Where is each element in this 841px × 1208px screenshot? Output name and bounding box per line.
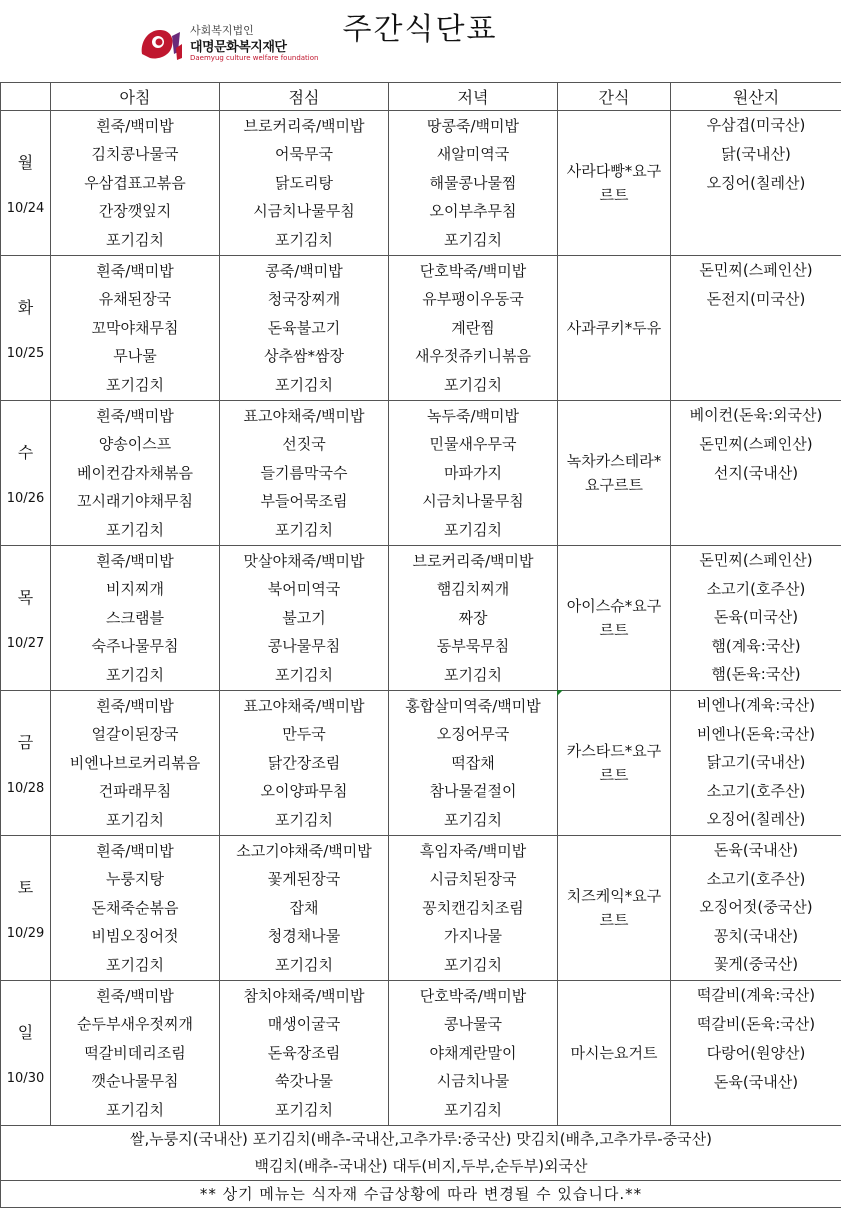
org-name: 대명문화복지재단 <box>190 36 286 55</box>
menu-item: 흰죽/백미밥 <box>51 982 219 1011</box>
origin-item: 돈민찌(스페인산) <box>671 256 841 285</box>
menu-item: 포기김치 <box>389 1096 557 1125</box>
snack-cell <box>558 111 671 256</box>
menu-item: 비지찌개 <box>51 575 219 604</box>
day-name: 토 <box>1 875 50 898</box>
day-name: 일 <box>1 1020 50 1043</box>
menu-item: 얼갈이된장국 <box>51 720 219 749</box>
day-name: 수 <box>1 440 50 463</box>
menu-item: 포기김치 <box>51 806 219 835</box>
menu-item: 꼬시래기야채무침 <box>51 487 219 516</box>
day-cell <box>1 546 51 691</box>
menu-item: 흰죽/백미밥 <box>51 402 219 431</box>
menu-item: 콩나물무침 <box>220 632 388 661</box>
origin-item: 돈전지(미국산) <box>671 285 841 314</box>
dinner-cell <box>389 256 558 401</box>
breakfast-list <box>51 547 219 690</box>
menu-item: 브로커리죽/백미밥 <box>220 112 388 141</box>
day-name: 금 <box>1 730 50 753</box>
menu-item: 포기김치 <box>220 806 388 835</box>
snack-text: 마시는요거트 <box>558 1041 670 1065</box>
menu-item: 만두국 <box>220 720 388 749</box>
footer-note: ** 상기 메뉴는 식자재 수급상황에 따라 변경될 수 있습니다.** <box>1 1181 841 1208</box>
menu-body <box>1 111 841 1126</box>
footer-note-row <box>1 1181 841 1208</box>
menu-item: 돈채죽순볶음 <box>51 894 219 923</box>
snack-text: 아이스슈*요구르트 <box>558 594 670 642</box>
footer-line-2: 백김치(배추-국내산) 대두(비지,두부,순두부)외국산 <box>1 1153 841 1180</box>
snack-text: 치즈케익*요구르트 <box>558 884 670 932</box>
menu-item: 상추쌈*쌈장 <box>220 342 388 371</box>
origin-item: 비엔나(돈육:국산) <box>671 720 841 749</box>
menu-item: 해물콩나물찜 <box>389 169 557 198</box>
menu-item: 잡채 <box>220 894 388 923</box>
menu-item: 포기김치 <box>51 661 219 690</box>
menu-item: 오이양파무침 <box>220 777 388 806</box>
origin-item: 꽃게(중국산) <box>671 950 841 979</box>
lunch-list <box>220 112 388 255</box>
origin-item: 오징어젓(중국산) <box>671 893 841 922</box>
dinner-cell <box>389 401 558 546</box>
origin-item: 돈육(국내산) <box>671 836 841 865</box>
menu-item: 포기김치 <box>220 1096 388 1125</box>
dinner-list <box>389 257 557 400</box>
snack-cell <box>558 546 671 691</box>
origin-item: 다랑어(원양산) <box>671 1039 841 1068</box>
menu-item: 돈육불고기 <box>220 314 388 343</box>
menu-item: 땅콩죽/백미밥 <box>389 112 557 141</box>
menu-item: 북어미역국 <box>220 575 388 604</box>
origin-cell <box>671 836 841 981</box>
col-header-snack: 간식 <box>558 83 671 111</box>
col-header-origin: 원산지 <box>671 83 841 111</box>
day-cell <box>1 111 51 256</box>
day-row <box>1 401 841 546</box>
day-date: 10/24 <box>1 201 50 216</box>
dinner-list <box>389 112 557 255</box>
menu-item: 떡잡채 <box>389 749 557 778</box>
menu-item: 포기김치 <box>220 516 388 545</box>
menu-item: 어묵무국 <box>220 140 388 169</box>
menu-item: 새우젓쥬키니볶음 <box>389 342 557 371</box>
day-date: 10/28 <box>1 781 50 796</box>
foundation-logo <box>138 20 298 66</box>
origin-list <box>671 691 841 834</box>
snack-cell <box>558 401 671 546</box>
breakfast-cell <box>51 401 220 546</box>
footer-origin-row <box>1 1126 841 1181</box>
origin-item: 돈육(국내산) <box>671 1068 841 1097</box>
breakfast-cell <box>51 546 220 691</box>
menu-item: 꽃게된장국 <box>220 865 388 894</box>
org-type-label: 사회복지법인 <box>190 22 254 38</box>
day-date: 10/29 <box>1 926 50 941</box>
snack-text: 카스타드*요구르트 <box>558 739 670 787</box>
day-date: 10/26 <box>1 491 50 506</box>
menu-item: 마파가지 <box>389 459 557 488</box>
menu-item: 베이컨감자채볶음 <box>51 459 219 488</box>
origin-item: 닭(국내산) <box>671 140 841 169</box>
menu-item: 녹두죽/백미밥 <box>389 402 557 431</box>
menu-item: 표고야채죽/백미밥 <box>220 402 388 431</box>
day-row <box>1 981 841 1126</box>
menu-item: 표고야채죽/백미밥 <box>220 692 388 721</box>
page-title: 주간식단표 <box>320 4 520 48</box>
menu-item: 브로커리죽/백미밥 <box>389 547 557 576</box>
origin-item: 소고기(호주산) <box>671 777 841 806</box>
menu-item: 맛살야채죽/백미밥 <box>220 547 388 576</box>
breakfast-cell <box>51 836 220 981</box>
menu-item: 포기김치 <box>220 951 388 980</box>
menu-item: 포기김치 <box>51 226 219 255</box>
menu-item: 포기김치 <box>51 371 219 400</box>
menu-item: 흰죽/백미밥 <box>51 837 219 866</box>
page-header <box>0 0 841 82</box>
menu-item: 흰죽/백미밥 <box>51 112 219 141</box>
menu-item: 간장깻잎지 <box>51 197 219 226</box>
org-english-name: Daemyug culture welfare foundation <box>190 54 318 62</box>
lunch-list <box>220 402 388 545</box>
origin-list <box>671 546 841 689</box>
day-row <box>1 836 841 981</box>
origin-list <box>671 836 841 979</box>
menu-item: 들기름막국수 <box>220 459 388 488</box>
breakfast-cell <box>51 256 220 401</box>
lunch-cell <box>220 546 389 691</box>
breakfast-list <box>51 112 219 255</box>
origin-item: 비엔나(계육:국산) <box>671 691 841 720</box>
menu-item: 야채계란말이 <box>389 1039 557 1068</box>
origin-item: 떡갈비(계육:국산) <box>671 981 841 1010</box>
day-row <box>1 111 841 256</box>
origin-item: 햄(돈육:국산) <box>671 660 841 689</box>
origin-item: 오징어(칠레산) <box>671 169 841 198</box>
origin-item: 꽁치(국내산) <box>671 922 841 951</box>
day-name: 목 <box>1 585 50 608</box>
menu-item: 포기김치 <box>220 371 388 400</box>
menu-item: 우삼겹표고볶음 <box>51 169 219 198</box>
menu-item: 시금치나물무침 <box>389 487 557 516</box>
origin-cell <box>671 111 841 256</box>
menu-item: 비빔오징어젓 <box>51 922 219 951</box>
menu-item: 콩죽/백미밥 <box>220 257 388 286</box>
dinner-cell <box>389 981 558 1126</box>
lunch-list <box>220 547 388 690</box>
day-name: 월 <box>1 150 50 173</box>
dinner-cell <box>389 546 558 691</box>
lunch-list <box>220 982 388 1125</box>
col-header-breakfast: 아침 <box>51 83 220 111</box>
menu-item: 꼬막야채무침 <box>51 314 219 343</box>
origin-item: 선지(국내산) <box>671 459 841 488</box>
snack-cell <box>558 691 671 836</box>
breakfast-list <box>51 692 219 835</box>
menu-item: 포기김치 <box>389 951 557 980</box>
snack-text: 사과쿠키*두유 <box>558 316 670 340</box>
dinner-cell <box>389 836 558 981</box>
dinner-cell <box>389 691 558 836</box>
breakfast-cell <box>51 111 220 256</box>
origin-item: 돈민찌(스페인산) <box>671 430 841 459</box>
lunch-cell <box>220 691 389 836</box>
snack-cell <box>558 256 671 401</box>
origin-item: 소고기(호주산) <box>671 575 841 604</box>
day-date: 10/27 <box>1 636 50 651</box>
origin-cell <box>671 401 841 546</box>
lunch-list <box>220 257 388 400</box>
menu-item: 콩나물국 <box>389 1010 557 1039</box>
menu-item: 쑥갓나물 <box>220 1067 388 1096</box>
origin-cell <box>671 546 841 691</box>
menu-item: 돈육장조림 <box>220 1039 388 1068</box>
menu-item: 포기김치 <box>389 371 557 400</box>
menu-item: 시금치나물 <box>389 1067 557 1096</box>
corner-cell <box>1 83 51 111</box>
menu-item: 닭간장조림 <box>220 749 388 778</box>
menu-item: 선짓국 <box>220 430 388 459</box>
menu-item: 유채된장국 <box>51 285 219 314</box>
origin-cell <box>671 981 841 1126</box>
breakfast-list <box>51 257 219 400</box>
dinner-list <box>389 402 557 545</box>
menu-item: 비엔나브로커리볶음 <box>51 749 219 778</box>
menu-item: 짜장 <box>389 604 557 633</box>
day-cell <box>1 401 51 546</box>
menu-item: 양송이스프 <box>51 430 219 459</box>
menu-item: 시금치된장국 <box>389 865 557 894</box>
menu-item: 흑임자죽/백미밥 <box>389 837 557 866</box>
menu-item: 포기김치 <box>389 806 557 835</box>
footer-origin-cell <box>1 1126 841 1181</box>
menu-item: 순두부새우젓찌개 <box>51 1010 219 1039</box>
menu-item: 흰죽/백미밥 <box>51 547 219 576</box>
lunch-cell <box>220 836 389 981</box>
weekly-menu-table <box>0 82 841 1208</box>
menu-item: 포기김치 <box>51 951 219 980</box>
menu-item: 건파래무침 <box>51 777 219 806</box>
origin-list <box>671 401 841 544</box>
breakfast-cell <box>51 691 220 836</box>
day-date: 10/30 <box>1 1071 50 1086</box>
menu-item: 오징어무국 <box>389 720 557 749</box>
menu-item: 햄김치찌개 <box>389 575 557 604</box>
breakfast-list <box>51 982 219 1125</box>
origin-cell <box>671 256 841 401</box>
col-header-dinner: 저녁 <box>389 83 558 111</box>
menu-item: 참치야채죽/백미밥 <box>220 982 388 1011</box>
menu-item: 누룽지탕 <box>51 865 219 894</box>
day-row <box>1 691 841 836</box>
dinner-cell <box>389 111 558 256</box>
day-row <box>1 256 841 401</box>
lunch-cell <box>220 981 389 1126</box>
menu-item: 숙주나물무침 <box>51 632 219 661</box>
menu-item: 시금치나물무침 <box>220 197 388 226</box>
menu-item: 닭도리탕 <box>220 169 388 198</box>
origin-list <box>671 111 841 254</box>
day-cell <box>1 981 51 1126</box>
menu-item: 청국장찌개 <box>220 285 388 314</box>
menu-item: 단호박죽/백미밥 <box>389 257 557 286</box>
origin-item: 떡갈비(돈육:국산) <box>671 1010 841 1039</box>
menu-item: 꽁치캔김치조림 <box>389 894 557 923</box>
breakfast-list <box>51 402 219 545</box>
column-header-row <box>1 83 841 111</box>
origin-item: 햄(계육:국산) <box>671 632 841 661</box>
menu-item: 흰죽/백미밥 <box>51 692 219 721</box>
lunch-cell <box>220 401 389 546</box>
menu-item: 계란찜 <box>389 314 557 343</box>
origin-list <box>671 981 841 1124</box>
menu-item: 부들어묵조림 <box>220 487 388 516</box>
menu-item: 홍합살미역죽/백미밥 <box>389 692 557 721</box>
dinner-list <box>389 692 557 835</box>
origin-cell <box>671 691 841 836</box>
dinner-list <box>389 837 557 980</box>
menu-item: 포기김치 <box>389 661 557 690</box>
menu-item: 오이부추무침 <box>389 197 557 226</box>
menu-item: 참나물겉절이 <box>389 777 557 806</box>
day-row <box>1 546 841 691</box>
day-date: 10/25 <box>1 346 50 361</box>
origin-list <box>671 256 841 399</box>
origin-item: 돈육(미국산) <box>671 603 841 632</box>
snack-text: 녹차카스테라*요구르트 <box>558 449 670 497</box>
origin-item: 소고기(호주산) <box>671 865 841 894</box>
footer-line-1: 쌀,누룽지(국내산) 포기김치(배추-국내산,고추가루:중국산) 맛김치(배추,고추가루-중국산) <box>1 1126 841 1153</box>
lunch-list <box>220 692 388 835</box>
dinner-list <box>389 982 557 1125</box>
menu-item: 가지나물 <box>389 922 557 951</box>
menu-item: 포기김치 <box>389 516 557 545</box>
menu-item: 김치콩나물국 <box>51 140 219 169</box>
day-cell <box>1 836 51 981</box>
menu-item: 청경채나물 <box>220 922 388 951</box>
origin-item: 오징어(칠레산) <box>671 805 841 834</box>
day-cell <box>1 691 51 836</box>
menu-item: 새알미역국 <box>389 140 557 169</box>
origin-item: 돈민찌(스페인산) <box>671 546 841 575</box>
menu-item: 매생이굴국 <box>220 1010 388 1039</box>
snack-cell <box>558 836 671 981</box>
snack-text: 사라다빵*요구르트 <box>558 159 670 207</box>
menu-item: 단호박죽/백미밥 <box>389 982 557 1011</box>
menu-item: 유부팽이우동국 <box>389 285 557 314</box>
col-header-lunch: 점심 <box>220 83 389 111</box>
menu-item: 소고기야채죽/백미밥 <box>220 837 388 866</box>
comment-marker-icon <box>557 690 563 696</box>
menu-item: 떡갈비데리조림 <box>51 1039 219 1068</box>
logo-mark-icon <box>138 24 184 64</box>
dinner-list <box>389 547 557 690</box>
origin-item: 우삼겹(미국산) <box>671 111 841 140</box>
menu-item: 포기김치 <box>51 516 219 545</box>
day-name: 화 <box>1 295 50 318</box>
menu-item: 무나물 <box>51 342 219 371</box>
snack-cell <box>558 981 671 1126</box>
menu-item: 동부묵무침 <box>389 632 557 661</box>
menu-item: 포기김치 <box>389 226 557 255</box>
lunch-cell <box>220 256 389 401</box>
lunch-cell <box>220 111 389 256</box>
lunch-list <box>220 837 388 980</box>
breakfast-cell <box>51 981 220 1126</box>
origin-item: 닭고기(국내산) <box>671 748 841 777</box>
menu-item: 흰죽/백미밥 <box>51 257 219 286</box>
menu-item: 포기김치 <box>220 661 388 690</box>
breakfast-list <box>51 837 219 980</box>
menu-item: 불고기 <box>220 604 388 633</box>
origin-item: 베이컨(돈육:외국산) <box>671 401 841 430</box>
day-cell <box>1 256 51 401</box>
menu-item: 스크램블 <box>51 604 219 633</box>
menu-item: 포기김치 <box>51 1096 219 1125</box>
menu-item: 민물새우무국 <box>389 430 557 459</box>
menu-item: 포기김치 <box>220 226 388 255</box>
menu-item: 깻순나물무침 <box>51 1067 219 1096</box>
